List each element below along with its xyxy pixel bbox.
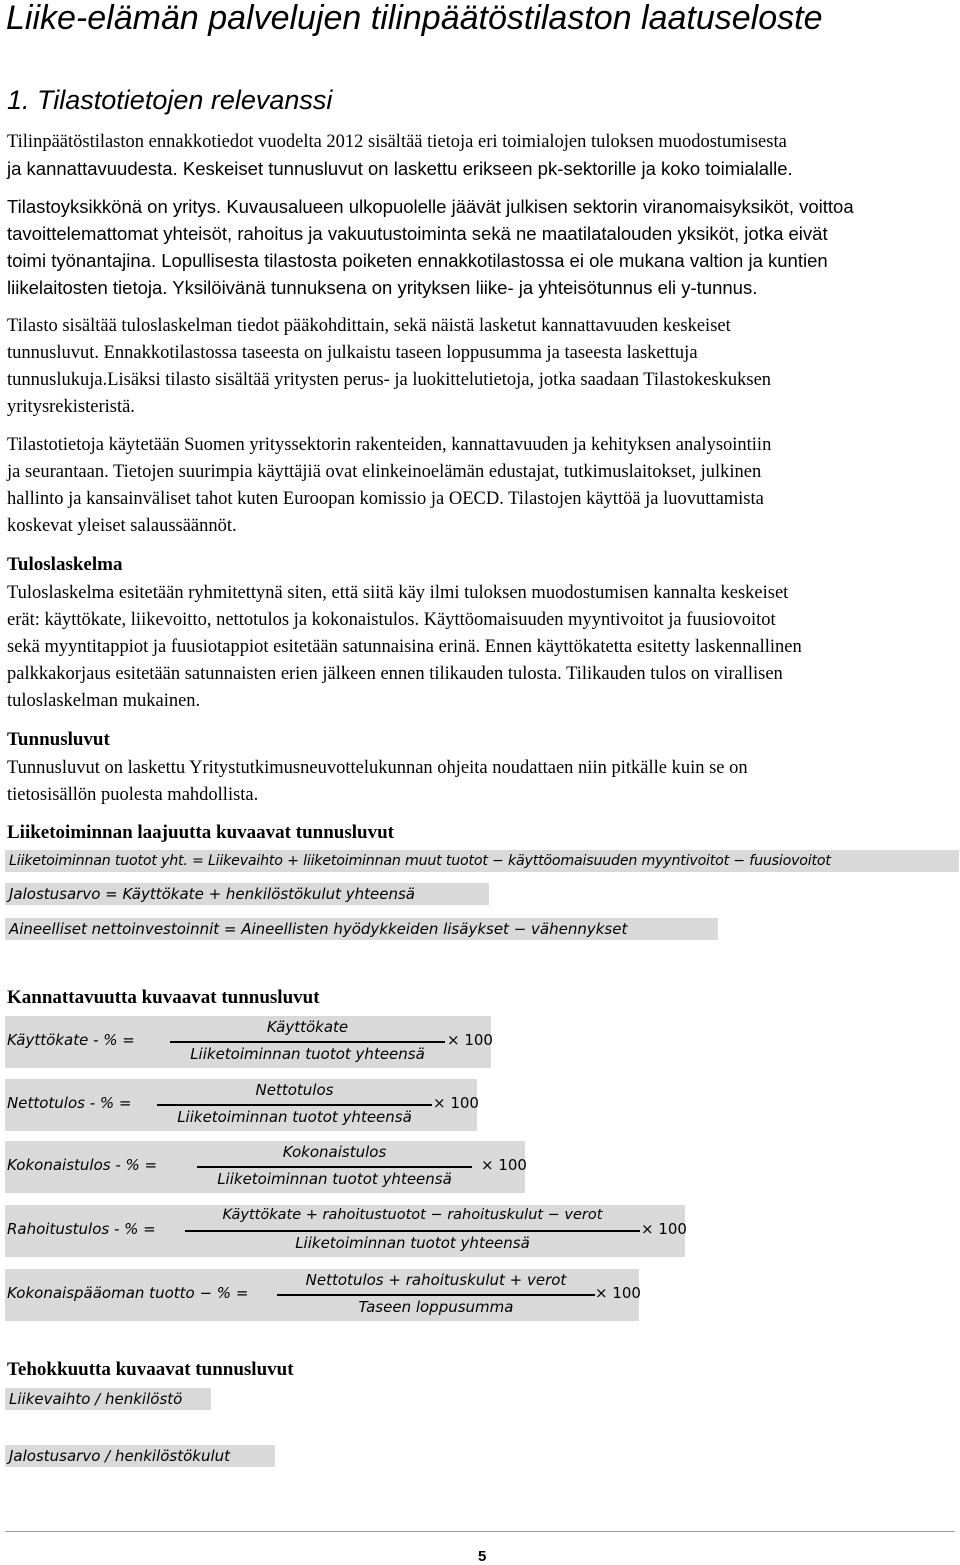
formula-lhs: Rahoitustulos - % = [7,1220,156,1238]
fraction-formula [5,1016,491,1068]
footer-rule [5,1531,955,1532]
formula-multiplier: × 100 [447,1031,493,1049]
formula-denominator: Liiketoiminnan tuotot yhteensä [177,1108,412,1126]
formula-multiplier: × 100 [595,1284,641,1302]
formula-box: Aineelliset nettoinvestoinnit = Aineellisten hyödykkeiden lisäykset − vähennykset [5,918,718,940]
paragraph-line: tunnusluvut. Ennakkotilastossa taseesta on julkaistu taseen loppusumma ja taseesta laskettuja [7,343,698,363]
paragraph-line: Tilastotietoja käytetään Suomen yrityssektorin rakenteiden, kannattavuuden ja kehityksen analysointiin [7,435,772,455]
formula-denominator: Liiketoiminnan tuotot yhteensä [295,1234,530,1252]
page-number: 5 [478,1548,487,1565]
paragraph-line: hallinto ja kansainväliset tahot kuten Euroopan komissio ja OECD. Tilastojen käyttöä ja luovuttamista [7,489,764,509]
tehokkuus-heading: Tehokkuutta kuvaavat tunnusluvut [7,1359,294,1380]
paragraph-line: Tunnusluvut on laskettu Yritystutkimusneuvottelukunnan ohjeita noudattaen niin pitkälle kuin se on [7,758,748,778]
kannattavuus-heading: Kannattavuutta kuvaavat tunnusluvut [7,987,320,1008]
formula-box: Liiketoiminnan tuotot yht. = Liikevaihto + liiketoiminnan muut tuotot − käyttöomaisuuden myyntivoitot − fuusiovoitot [5,850,959,872]
formula-numerator: Kokonaistulos [282,1143,387,1161]
paragraph-line: tuloslaskelman mukainen. [7,691,201,711]
formula-numerator: Nettotulos [255,1081,334,1099]
formula-box: Liikevaihto / henkilöstö [5,1388,211,1410]
paragraph-line: liikelaitosten tietoja. Yksilöivänä tunnuksena on yrityksen liike- ja yhteisötunnus eli y-tunnus. [7,277,758,298]
formula-lhs: Nettotulos - % = [7,1094,132,1112]
fraction-formula [5,1269,639,1321]
section-heading: 1. Tilastotietojen relevanssi [7,85,333,115]
paragraph-line: palkkakorjaus esitetään satunnaisten erien jälkeen ennen tilikauden tulosta. Tilikauden tulos on virallisen [7,664,783,684]
fraction-bar [197,1166,472,1168]
paragraph-line: Tilinpäätöstilaston ennakkotiedot vuodelta 2012 sisältää tietoja eri toimialojen tuloksen muodostumisesta [7,132,787,152]
laajuus-heading: Liiketoiminnan laajuutta kuvaavat tunnusluvut [7,822,394,843]
formula-multiplier: × 100 [641,1220,687,1238]
formula-multiplier: × 100 [433,1094,479,1112]
fraction-bar [170,1041,445,1043]
paragraph-line: tunnuslukuja.Lisäksi tilasto sisältää yritysten perus- ja luokittelutietoja, jotka saadaan Tilastokeskuksen [7,370,772,390]
fraction-formula [5,1205,685,1257]
paragraph-line: Tuloslaskelma esitetään ryhmitettynä siten, että siitä käy ilmi tuloksen muodostumisen kannalta keskeiset [7,583,789,603]
fraction-formula [5,1141,525,1193]
paragraph-line: ja seurantaan. Tietojen suurimpia käyttäjiä ovat elinkeinoelämän edustajat, tutkimuslaitokset, julkinen [7,462,762,482]
paragraph-line: Tilasto sisältää tuloslaskelman tiedot pääkohdittain, sekä näistä lasketut kannattavuuden keskeiset [7,316,731,336]
formula-denominator: Liiketoiminnan tuotot yhteensä [217,1170,452,1188]
document-title: Liike-elämän palvelujen tilinpäätöstilaston laatuseloste [6,0,823,37]
paragraph-line: tavoittelemattomat yhteisöt, rahoitus ja vakuutustoiminta sekä ne maatilatalouden yksiköt, jotka eivät [7,223,828,244]
paragraph-line: sekä myyntitappiot ja fuusiotappiot esitetään satunnaisina erinä. Ennen käyttökatetta esitetty laskennallinen [7,637,802,657]
fraction-bar [185,1230,640,1232]
paragraph-line: ja kannattavuudesta. Keskeiset tunnusluvut on laskettu erikseen pk-sektorille ja koko toimialalle. [7,158,793,179]
formula-numerator: Käyttökate [266,1018,349,1036]
formula-lhs: Käyttökate - % = [7,1031,135,1049]
paragraph-line: toimi työnantajina. Lopullisesta tilastosta poiketen ennakkotilastossa ei ole mukana valtion ja kuntien [7,250,828,271]
paragraph-line: koskevat yleiset salaussäännöt. [7,516,237,536]
formula-numerator: Nettotulos + rahoituskulut + verot [305,1271,567,1289]
formula-box: Jalostusarvo / henkilöstökulut [5,1445,275,1467]
fraction-bar [157,1104,432,1106]
fraction-formula [5,1079,477,1131]
formula-multiplier: × 100 [481,1156,527,1174]
formula-denominator: Taseen loppusumma [358,1298,514,1316]
fraction-bar [277,1294,595,1296]
formula-lhs: Kokonaistulos - % = [7,1156,158,1174]
formula-denominator: Liiketoiminnan tuotot yhteensä [190,1045,425,1063]
paragraph-line: Tilastoyksikkönä on yritys. Kuvausalueen ulkopuolelle jäävät julkisen sektorin viranomaisyksiköt, voittoa [7,196,854,217]
tuloslaskelma-heading: Tuloslaskelma [7,554,123,575]
tunnusluvut-heading: Tunnusluvut [7,729,110,750]
formula-box: Jalostusarvo = Käyttökate + henkilöstökulut yhteensä [5,883,489,905]
paragraph-line: erät: käyttökate, liikevoitto, nettotulos ja kokonaistulos. Käyttöomaisuuden myyntivoitot ja fuusiovoitot [7,610,776,630]
paragraph-line: tietosisällön puolesta mahdollista. [7,785,259,805]
formula-numerator: Käyttökate + rahoitustuotot − rahoituskulut − verot [222,1207,603,1223]
paragraph-line: yritysrekisteristä. [7,397,135,417]
formula-lhs: Kokonaispääoman tuotto − % = [7,1284,249,1302]
